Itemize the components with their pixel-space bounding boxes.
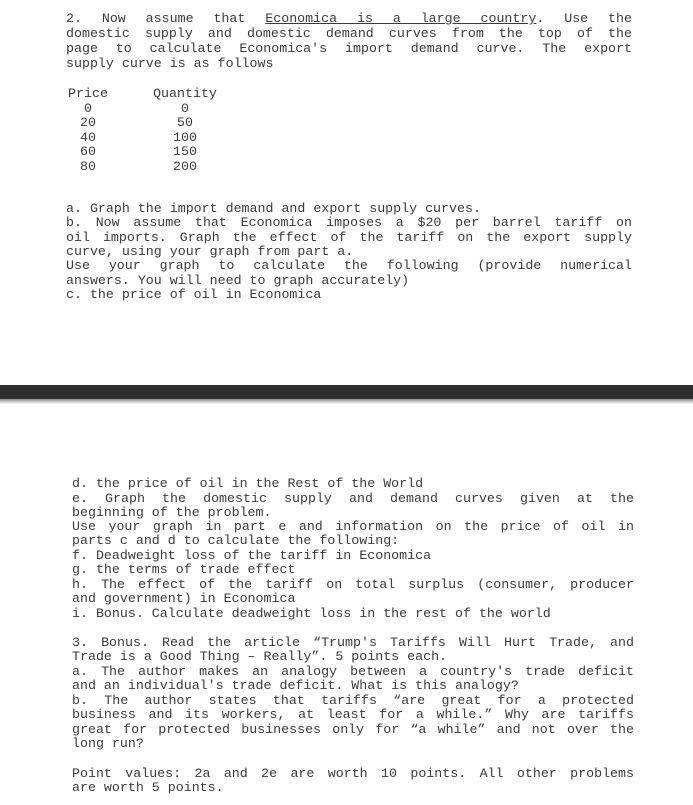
part-i: i. Bonus. Calculate deadweight loss in the rest of the world [72, 607, 551, 621]
quantity-cell: 0 [181, 100, 189, 116]
part-f: f. Deadweight loss of the tariff in Economica [72, 549, 432, 563]
question-3a-line-1: a. The author makes an analogy between a country's trade deficit [72, 665, 634, 679]
part-g: g. the terms of trade effect [72, 563, 296, 577]
table-header-quantity: Quantity [153, 86, 217, 101]
price-cell: 40 [80, 129, 96, 145]
quantity-cell: 100 [173, 129, 197, 145]
table-header-row [66, 87, 220, 102]
question-3-line-2: Trade is a Good Thing – Really”. 5 points each. [72, 650, 448, 664]
document-page-top [0, 0, 693, 385]
part-b-line-2: oil imports. Graph the effect of the tariff on the export supply [66, 231, 632, 245]
part-b-line-1: b. Now assume that Economica imposes a $20 per barrel tariff on [66, 216, 632, 230]
quantity-cell: 200 [173, 158, 197, 174]
question-3b-line-3: great for protected businesses only for “a while” and not over the [72, 723, 634, 737]
part-e-line-1: e. Graph the domestic supply and demand curves given at the [72, 492, 634, 506]
part-b-line-3: curve, using your graph from part a. [66, 245, 354, 259]
instructions-line-1: Use your graph to calculate the following (provide numerical [66, 259, 632, 273]
part-h-line-1: h. The effect of the tariff on total surplus (consumer, producer [72, 578, 634, 592]
quantity-cell: 50 [177, 115, 193, 131]
q2-text-pre: 2. Now assume that [66, 12, 266, 26]
part-a: a. Graph the import demand and export supply curves. [66, 202, 481, 216]
question-2-line-2: domestic supply and domestic demand curves from the top of the [66, 27, 632, 41]
instructions-2-line-2: parts c and d to calculate the following: [72, 534, 400, 548]
export-supply-table [66, 87, 220, 175]
point-values-line-2: are worth 5 points. [72, 781, 224, 795]
question-3b-line-1: b. The author states that tariffs “are great for a protected [72, 694, 634, 708]
question-3-line-1: 3. Bonus. Read the article “Trump's Tariffs Will Hurt Trade, and [72, 636, 634, 650]
instructions-2-line-1: Use your graph in part e and information on the price of oil in [72, 520, 634, 534]
q2-text-post: . Use the [536, 12, 632, 26]
price-cell: 80 [80, 158, 96, 174]
table-row [66, 131, 220, 146]
table-row [66, 102, 220, 117]
question-2-line-3: page to calculate Economica's import demand curve. The export [66, 42, 632, 56]
question-2-line-1 [66, 12, 632, 27]
table-row [66, 160, 220, 175]
table-header-price: Price [68, 86, 108, 101]
q2-underlined-text: Economica is a large country [265, 12, 537, 26]
price-cell: 60 [80, 144, 96, 160]
page-divider [0, 385, 693, 399]
part-c: c. the price of oil in Economica [66, 288, 322, 302]
part-d: d. the price of oil in the Rest of the World [72, 477, 424, 491]
quantity-cell: 150 [173, 144, 197, 160]
table-row [66, 116, 220, 131]
question-3a-line-2: and an individual's trade deficit. What is this analogy? [72, 679, 519, 693]
price-cell: 0 [84, 100, 92, 116]
part-e-line-2: beginning of the problem. [72, 506, 272, 520]
table-row [66, 145, 220, 160]
question-2-line-4: supply curve is as follows [66, 57, 274, 71]
question-3b-line-2: business and its workers, at least for a while.” Why are tariffs [72, 708, 634, 722]
instructions-line-2: answers. You will need to graph accurately) [66, 274, 410, 288]
part-h-line-2: and government) in Economica [72, 592, 296, 606]
question-3b-line-4: long run? [72, 737, 144, 751]
price-cell: 20 [80, 115, 96, 131]
point-values-line-1: Point values: 2a and 2e are worth 10 points. All other problems [72, 767, 634, 781]
